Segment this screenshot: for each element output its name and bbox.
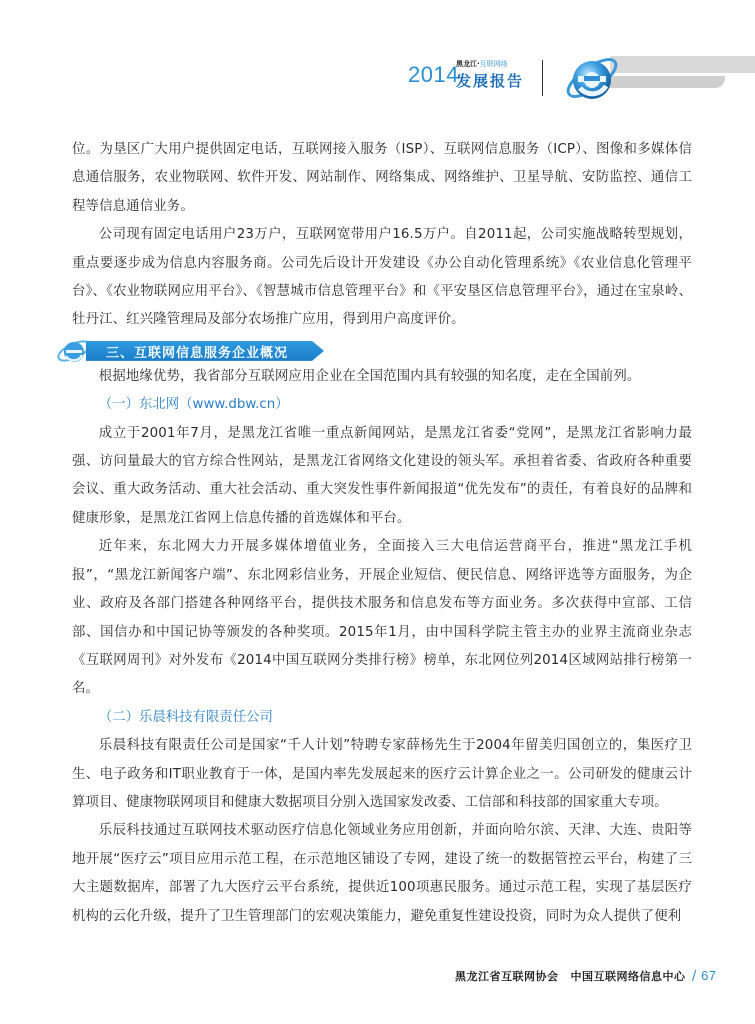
paragraph: 根据地缘优势，我省部分互联网应用企业在全国范围内具有较强的知名度，走在全国前列。 [98, 368, 641, 384]
paragraph: 成立于2001年7月，是黑龙江省唯一重点新闻网站，是黑龙江省委“党网”，是黑龙江省影响力最强、访问量最大的官方综合性网站，是黑龙江省网络文化建设的领头军。承担着省委、省政府各种重要会议、重大政务活动、重大社会活动、重大突发性事件新闻报道“优先发布”的责任，有着良好的品牌和健康形象，是黑龙江省网上信息传播的首选媒体和平台。 [72, 425, 692, 526]
paragraph: 近年来，东北网大力开展多媒体增值业务，全面接入三大电信运营商平台，推进“黑龙江手机报”，“黑龙江新闻客户端”、东北网彩信业务，开展企业短信、便民信息、网络评选等方面服务，为企业、政府及各部门搭建各种网络平台，提供技术服务和信息发布等方面业务。多次获得中宣部、工信部、国信办和中国记协等颁发的各种奖项。2015年1月，由中国科学院主管主办的业界主流商业杂志《互联网周刊》对外发布《2014中国互联网分类排行榜》榜单，东北网位列2014区域网站排行榜第一名。 [72, 539, 692, 697]
footer-org-2: 中国互联网络信息中心 [570, 970, 686, 983]
page-number: 67 [701, 968, 717, 983]
ie-e-logo-icon [562, 50, 622, 108]
header-decor-bar [610, 56, 755, 73]
footer-org-1: 黑龙江省互联网协会 [455, 970, 559, 983]
footer-separator: / [691, 969, 697, 984]
report-year: 2014 [408, 62, 459, 87]
report-subtitle [456, 59, 508, 69]
section-title: 三、互联网信息服务企业概况 [106, 345, 289, 361]
subsection-title: （一）东北网（www.dbw.cn） [98, 397, 289, 413]
paragraph: 位。为垦区广大用户提供固定电话，互联网接入服务（ISP）、互联网信息服务（ICP）、图像和多媒体信息通信服务，农业物联网、软件开发、网站制作、网络集成、网络维护、卫星导航、安防监控、通信工程等信息通信业务。 [72, 142, 692, 214]
report-title: 发展报告 [456, 72, 525, 90]
section-heading-banner [60, 337, 692, 363]
document-body [72, 136, 692, 931]
paragraph: 乐晨科技有限责任公司是国家“千人计划”特聘专家薛杨先生于2004年留美归国创立的，集医疗卫生、电子政务和IT职业教育于一体，是国内率先发展起来的医疗云计算企业之一。公司研发的健康云计算项目、健康物联网项目和健康大数据项目分别入选国家发改委、工信部和科技部的国家重大专项。 [72, 738, 692, 810]
page-footer [455, 968, 717, 984]
header-divider [542, 60, 543, 96]
page-header [0, 0, 755, 120]
subtitle-topic: 互联网络 [479, 60, 508, 68]
paragraph: 公司现有固定电话用户23万户，互联网宽带用户16.5万户。自2011起，公司实施战略转型规划，重点要逐步成为信息内容服务商。公司先后设计开发建设《办公自动化管理系统》《农业信息化管理平台》、《农业物联网应用平台》、《智慧城市信息管理平台》和《平安垦区信息管理平台》，通过在宝泉岭、牡丹江、红兴隆管理局及部分农场推广应用，得到用户高度评价。 [72, 227, 692, 328]
subsection-title: （二）乐晨科技有限责任公司 [98, 709, 273, 725]
paragraph: 乐辰科技通过互联网技术驱动医疗信息化领域业务应用创新，并面向哈尔滨、天津、大连、贵阳等地开展“医疗云”项目应用示范工程，在示范地区铺设了专网，建设了统一的数据管控云平台，构建了三大主题数据库，部署了九大医疗云平台系统，提供近100项惠民服务。通过示范工程，实现了基层医疗机构的云化升级，提升了卫生管理部门的宏观决策能力，避免重复性建设投资，同时为众人提供了便利 [72, 823, 692, 924]
subtitle-region: 黑龙江· [456, 60, 480, 68]
